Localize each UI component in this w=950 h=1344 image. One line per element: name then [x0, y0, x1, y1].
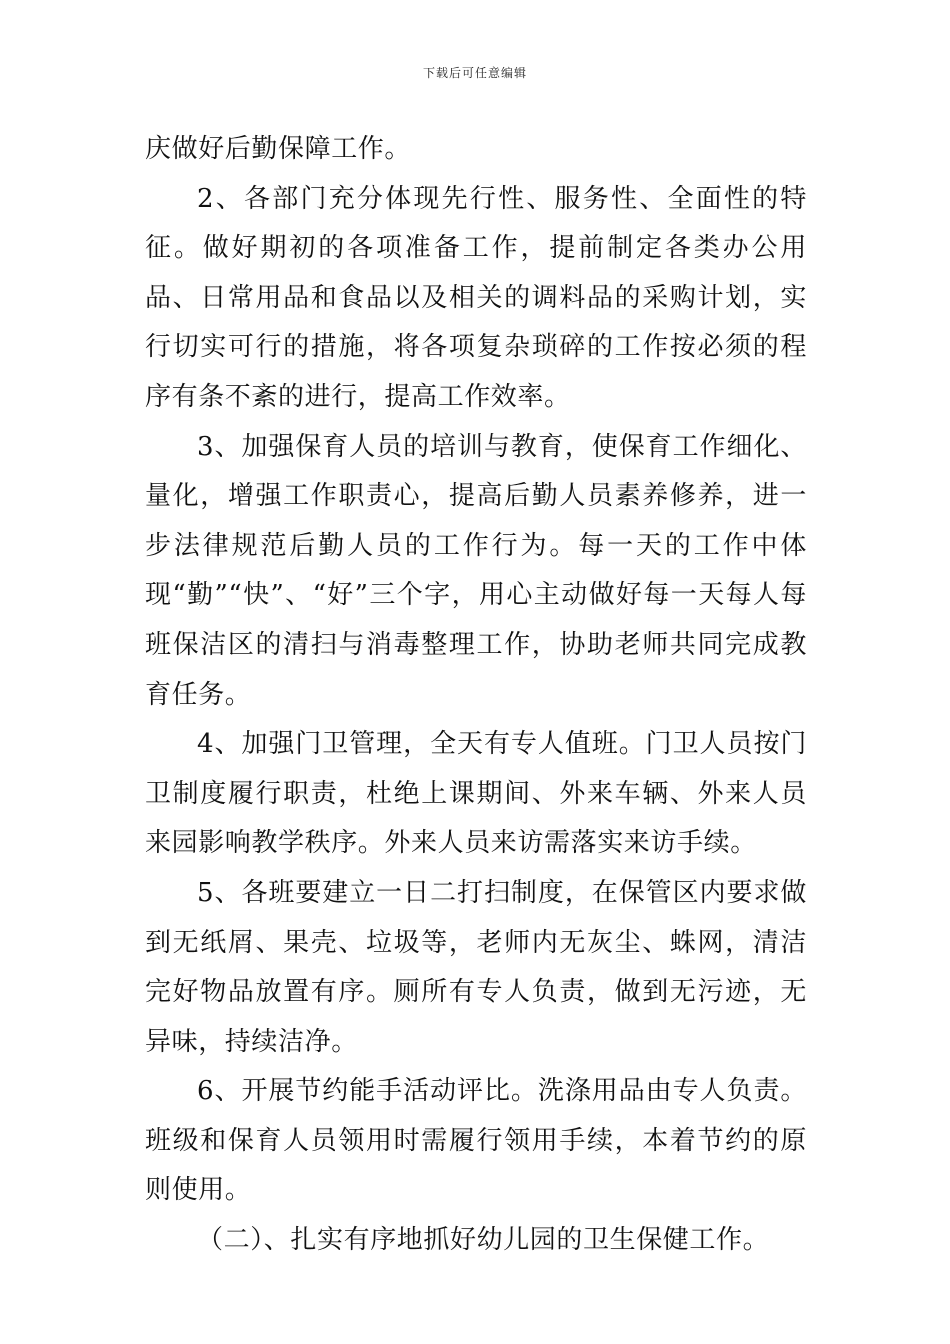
section-heading: （二）、扎实有序地抓好幼儿园的卫生保健工作。 [197, 1225, 770, 1256]
paragraph-item-5: 5、各班要建立一日二打扫制度，在保管区内要求做到无纸屑、果壳、垃圾等，老师内无灰尘、蛛网，清洁完好物品放置有序。厕所有专人负责，做到无污迹，无异味，持续洁净。 [145, 877, 807, 1057]
paragraph-item-4: 4、加强门卫管理，全天有专人值班。门卫人员按门卫制度履行职责，杜绝上课期间、外来车辆、外来人员来园影响教学秩序。外来人员来访需落实来访手续。 [145, 729, 807, 859]
paragraph-item-3: 3、加强保育人员的培训与教育，使保育工作细化、量化，增强工作职责心，提高后勤人员素养修养，进一步法律规范后勤人员的工作行为。每一天的工作中体现“勤”“快”、“好”三个字，用心主动做好每一天每人每班保洁区的清扫与消毒整理工作，协助老师共同完成教育任务。 [145, 431, 807, 710]
paragraph-continuation: 庆做好后勤保障工作。 [145, 134, 412, 164]
page-header-note: 下载后可任意编辑 [422, 66, 527, 80]
paragraph-item-2: 2、各部门充分体现先行性、服务性、全面性的特征。做好期初的各项准备工作，提前制定各类办公用品、日常用品和食品以及相关的调料品的采购计划，实行切实可行的措施，将各项复杂琐碎的工作按必须的程序有条不紊的进行，提高工作效率。 [145, 183, 807, 412]
paragraph-item-6: 6、开展节约能手活动评比。洗涤用品由专人负责。班级和保育人员领用时需履行领用手续，本着节约的原则使用。 [145, 1076, 807, 1206]
document-body [145, 125, 807, 1266]
